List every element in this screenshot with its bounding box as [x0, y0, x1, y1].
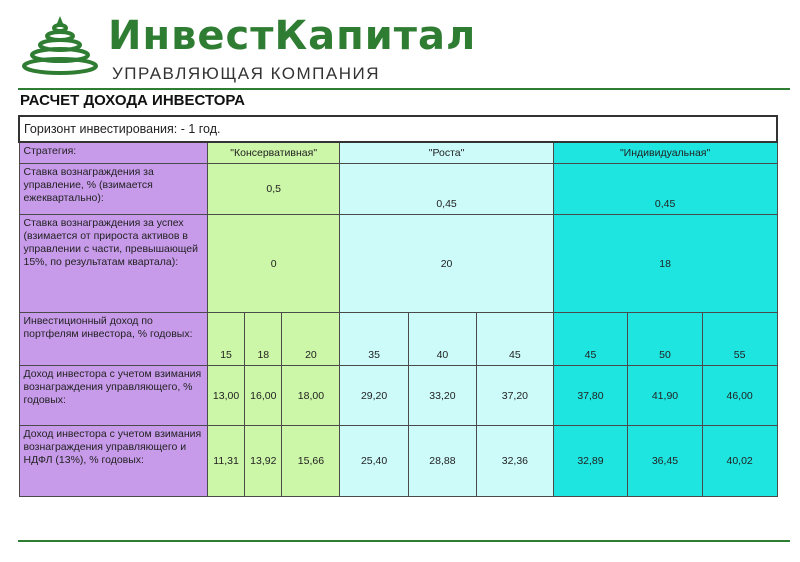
brand-name: ИнвестКапитал	[108, 13, 477, 59]
after-tax-income-label: Доход инвестора с учетом взимания вознаграждения управляющего и НДФЛ (13%), % годовых:	[19, 426, 207, 497]
table-cell: 11,31	[207, 426, 244, 497]
table-cell: 13,00	[207, 366, 244, 426]
success-fee-individual: 18	[553, 215, 777, 313]
brand-subtitle: УПРАВЛЯЮЩАЯ КОМПАНИЯ	[112, 64, 381, 83]
table-cell: 45	[477, 313, 554, 366]
table-cell: 18,00	[282, 366, 340, 426]
table-cell: 18	[245, 313, 282, 366]
success-fee-label: Ставка вознаграждения за успех (взимается от прироста активов в управлении с части, превышающей 15%, по результатам квартала):	[19, 215, 207, 313]
table-cell: 37,20	[477, 366, 554, 426]
table-cell: 33,20	[408, 366, 476, 426]
page-title: РАСЧЕТ ДОХОДА ИНВЕСТОРА	[20, 92, 245, 109]
table-cell: 15	[207, 313, 244, 366]
table-cell: 36,45	[628, 426, 703, 497]
net-income-label: Доход инвестора с учетом взимания вознаграждения управляющего, % годовых:	[19, 366, 207, 426]
table-cell: 16,00	[245, 366, 282, 426]
income-label: Инвестиционный доход по портфелям инвестора, % годовых:	[19, 313, 207, 366]
table-cell: 40,02	[702, 426, 777, 497]
table-cell: 35	[340, 313, 408, 366]
table-cell: 41,90	[628, 366, 703, 426]
table-cell: 37,80	[553, 366, 628, 426]
fee-individual: 0,45	[553, 164, 777, 215]
table-cell: 50	[628, 313, 703, 366]
fee-conservative: 0,5	[207, 164, 340, 215]
table-cell: 55	[702, 313, 777, 366]
table-cell: 28,88	[408, 426, 476, 497]
logo-icon	[20, 14, 100, 80]
investor-income-table	[18, 115, 778, 497]
table-cell: 15,66	[282, 426, 340, 497]
table-cell: 32,36	[477, 426, 554, 497]
table-cell: 46,00	[702, 366, 777, 426]
table-cell: 13,92	[245, 426, 282, 497]
header-divider	[18, 88, 790, 90]
strategy-label: Стратегия:	[19, 142, 207, 164]
fee-growth: 0,45	[340, 164, 553, 215]
horizon-label: Горизонт инвестирования: - 1 год.	[19, 116, 777, 142]
table-cell: 25,40	[340, 426, 408, 497]
fee-label: Ставка вознаграждения за управление, % (взимается ежеквартально):	[19, 164, 207, 215]
strategy-growth: "Роста"	[340, 142, 553, 164]
table-cell: 40	[408, 313, 476, 366]
strategy-individual: "Индивидуальная"	[553, 142, 777, 164]
table-cell: 29,20	[340, 366, 408, 426]
table-cell: 45	[553, 313, 628, 366]
strategy-conservative: "Консервативная"	[207, 142, 340, 164]
success-fee-conservative: 0	[207, 215, 340, 313]
table-cell: 32,89	[553, 426, 628, 497]
footer-divider	[18, 540, 790, 542]
success-fee-growth: 20	[340, 215, 553, 313]
table-cell: 20	[282, 313, 340, 366]
